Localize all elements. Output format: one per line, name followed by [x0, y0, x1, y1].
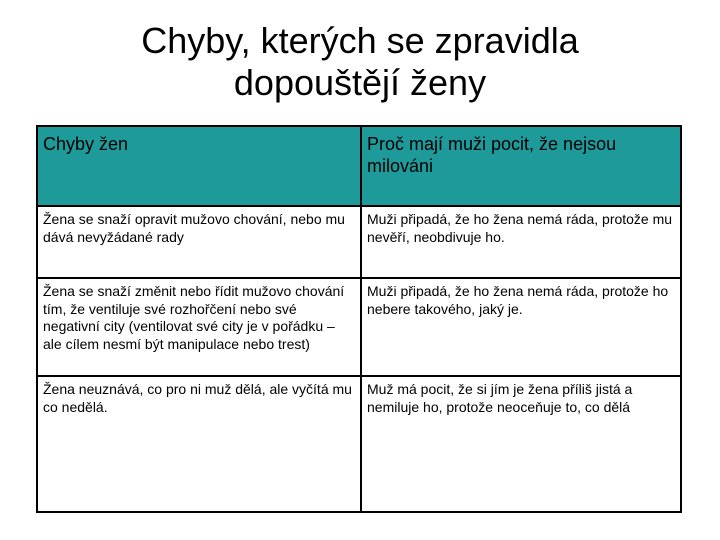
- table-header-row: [37, 126, 681, 206]
- header-why-men-feel-unloved: Proč mají muži pocit, že nejsou milováni: [361, 126, 681, 206]
- reason-cell: Muži připadá, že ho žena nemá ráda, protože mu nevěří, neobdivuje ho.: [361, 206, 681, 278]
- table-row: [37, 278, 681, 376]
- mistakes-table: [36, 125, 682, 513]
- mistake-cell: Žena neuznává, co pro ni muž dělá, ale vyčítá mu co nedělá.: [37, 376, 361, 512]
- reason-cell: Muž má pocit, že si jím je žena příliš jistá a nemiluje ho, protože neoceňuje to, co dělá: [361, 376, 681, 512]
- slide-title: [60, 20, 660, 104]
- table-row: [37, 206, 681, 278]
- slide-title-line-2: dopouštějí ženy: [233, 62, 487, 103]
- header-womens-mistakes: Chyby žen: [37, 126, 361, 206]
- table-row: [37, 376, 681, 512]
- slide-title-line-1: Chyby, kterých se zpravidla: [141, 20, 579, 61]
- reason-cell: Muži připadá, že ho žena nemá ráda, protože ho nebere takového, jaký je.: [361, 278, 681, 376]
- mistake-cell: Žena se snaží opravit mužovo chování, nebo mu dává nevyžádané rady: [37, 206, 361, 278]
- mistake-cell: Žena se snaží změnit nebo řídit mužovo chování tím, že ventiluje své rozhořčení nebo své negativní city (ventilovat své city je v pořádku – ale cílem nesmí být manipulace nebo trest): [37, 278, 361, 376]
